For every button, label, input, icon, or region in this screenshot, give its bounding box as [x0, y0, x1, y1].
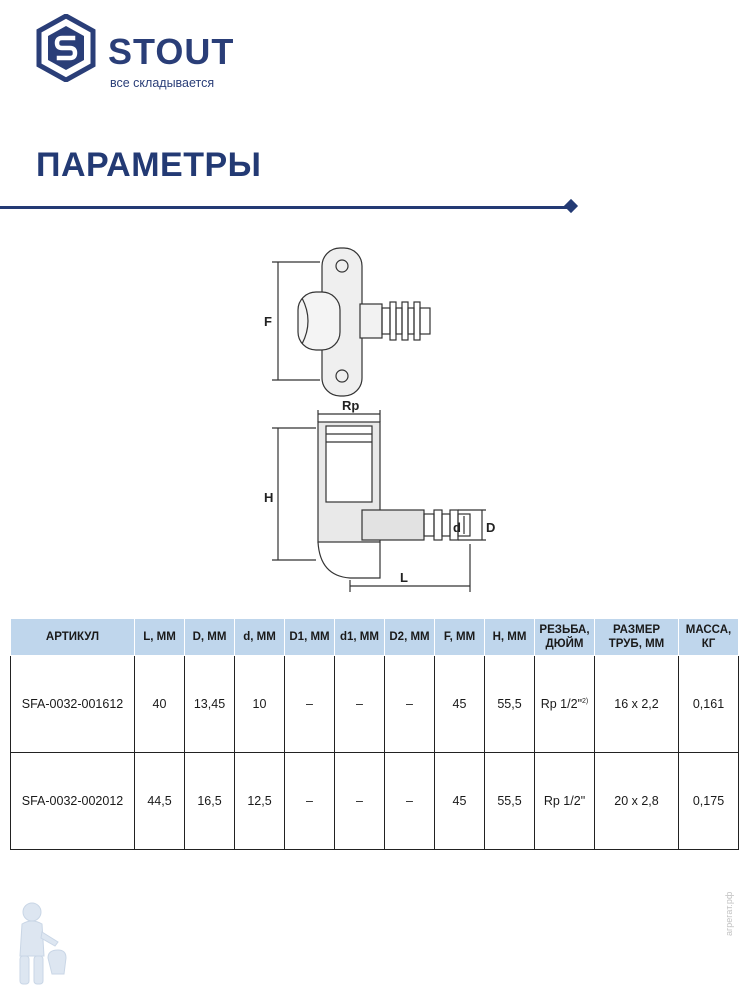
- dim-label-f: F: [264, 314, 272, 329]
- cell-d-small: 12,5: [235, 753, 285, 850]
- spec-table: [10, 618, 739, 850]
- cell-h: 55,5: [485, 753, 535, 850]
- cell-d-small: 10: [235, 656, 285, 753]
- brand-name: STOUT: [108, 31, 235, 72]
- table-row: [11, 753, 739, 850]
- cell-h: 55,5: [485, 656, 535, 753]
- cell-f: 45: [435, 656, 485, 753]
- col-d-big: D, ММ: [185, 619, 235, 656]
- dim-label-d-small: d: [453, 520, 461, 535]
- col-article: АРТИКУЛ: [11, 619, 135, 656]
- cell-d1-big: –: [285, 753, 335, 850]
- fitting-technical-drawing: [250, 240, 500, 595]
- table-header-row: [11, 619, 739, 656]
- col-l: L, ММ: [135, 619, 185, 656]
- divider-diamond: [564, 199, 578, 213]
- col-pipe-size: РАЗМЕР ТРУБ, ММ: [595, 619, 679, 656]
- col-d1-big: D1, ММ: [285, 619, 335, 656]
- col-thread: РЕЗЬБА, ДЮЙМ: [535, 619, 595, 656]
- dim-label-l: L: [400, 570, 408, 585]
- plumber-mascot-icon: [8, 898, 68, 990]
- cell-d2: –: [385, 753, 435, 850]
- dim-label-rp: Rp: [342, 398, 360, 413]
- col-h: H, ММ: [485, 619, 535, 656]
- stout-logo-icon: [36, 14, 96, 82]
- cell-article: SFA-0032-001612: [11, 656, 135, 753]
- cell-d2: –: [385, 656, 435, 753]
- brand-slogan: все складывается: [110, 76, 215, 90]
- brand-logo: [36, 14, 296, 90]
- cell-mass: 0,175: [679, 753, 739, 850]
- cell-d1-small: –: [335, 753, 385, 850]
- cell-pipe: 20 x 2,8: [595, 753, 679, 850]
- cell-l: 44,5: [135, 753, 185, 850]
- site-watermark: агрегат.рф: [724, 891, 734, 936]
- dim-label-d-big: D: [486, 520, 496, 535]
- dim-label-h: H: [264, 490, 274, 505]
- cell-thread: [535, 656, 595, 753]
- title-divider: [0, 206, 574, 209]
- col-f: F, ММ: [435, 619, 485, 656]
- col-d-small: d, ММ: [235, 619, 285, 656]
- page-title: ПАРАМЕТРЫ: [36, 146, 262, 184]
- cell-pipe: 16 x 2,2: [595, 656, 679, 753]
- table-row: [11, 656, 739, 753]
- cell-mass: 0,161: [679, 656, 739, 753]
- thread-value: Rp 1/2": [543, 794, 586, 808]
- cell-d-big: 16,5: [185, 753, 235, 850]
- cell-l: 40: [135, 656, 185, 753]
- cell-d1-big: –: [285, 656, 335, 753]
- col-d2: D2, ММ: [385, 619, 435, 656]
- col-mass: МАССА, КГ: [679, 619, 739, 656]
- cell-d-big: 13,45: [185, 656, 235, 753]
- thread-footnote: 2): [582, 697, 589, 705]
- cell-f: 45: [435, 753, 485, 850]
- cell-thread: [535, 753, 595, 850]
- col-d1-small: d1, ММ: [335, 619, 385, 656]
- cell-article: SFA-0032-002012: [11, 753, 135, 850]
- cell-d1-small: –: [335, 656, 385, 753]
- thread-value: Rp 1/2": [540, 697, 583, 711]
